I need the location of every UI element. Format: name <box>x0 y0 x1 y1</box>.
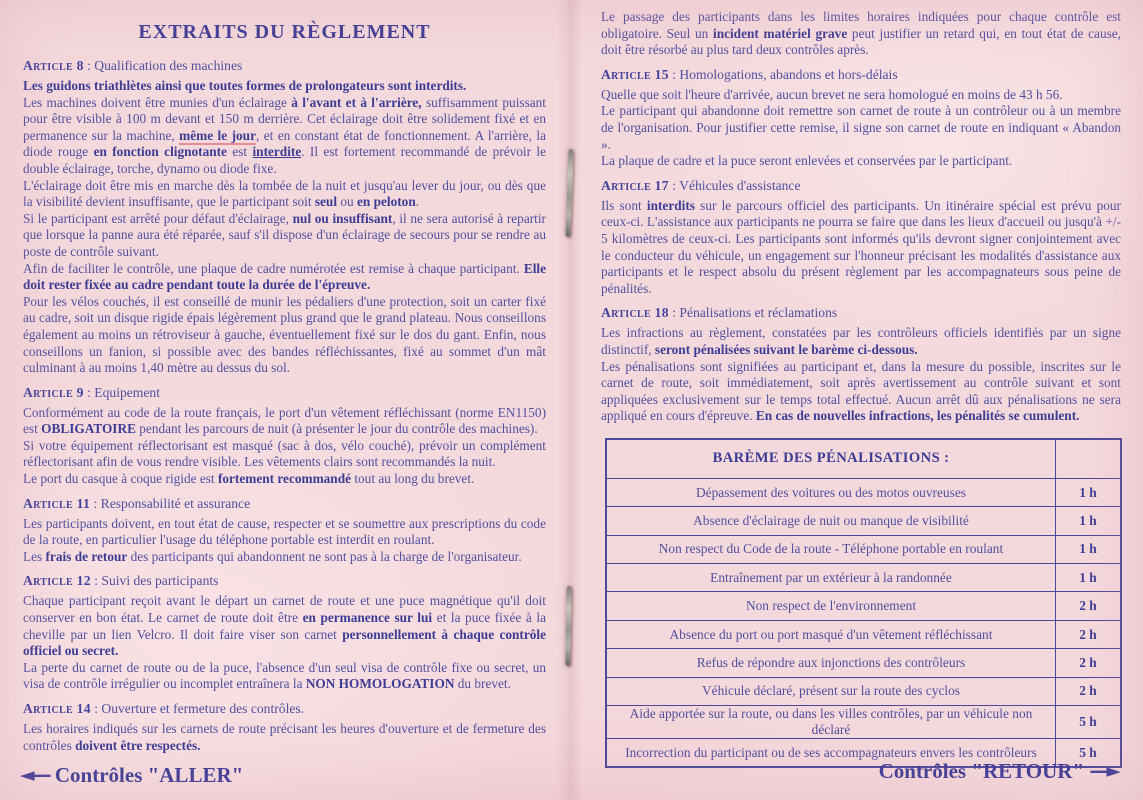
article-heading <box>601 67 1121 83</box>
penalty-row <box>606 564 1121 592</box>
penalty-table-empty-header-cell <box>1056 439 1122 479</box>
paragraph: Quelle que soit l'heure d'arrivée, aucun brevet ne sera homologué en moins de 43 h 56. <box>601 86 1063 102</box>
penalty-table-header-row <box>606 439 1121 479</box>
paragraph: La plaque de cadre et la puce seront enlevées et conservées par le participant. <box>601 153 1013 169</box>
controls-aller-footer <box>20 763 243 788</box>
staple-top-icon <box>565 149 573 237</box>
paragraph: Ils sont interdits sur le parcours officiel des participants. Un itinéraire spécial est prévu pour ceux-ci. L'assistance aux participants ne pourra se faire que dans les lieux d'accueil ou jusqu'à +/- 5 kilomètres de ceux-ci. Les participants sont informés qu'ils devront signer conjointement avec le conducteur du véhicule, un engagement sur l'honneur précisant les modalités d'assistance aux participants et le respect absolu du présent règlement par les accompagnateurs sous peine de pénalités. <box>601 197 1121 296</box>
controls-aller-label: Contrôles "ALLER" <box>54 763 244 787</box>
penalty-table-title: BARÈME DES PÉNALISATIONS : <box>606 439 1056 479</box>
penalty-infraction: Non respect de l'environnement <box>606 592 1056 620</box>
penalty-row <box>606 478 1121 506</box>
penalty-infraction: Non respect du Code de la route - Téléphone portable en roulant <box>606 535 1056 563</box>
paragraph: Si le participant est arrêté pour défaut d'éclairage, nul ou insuffisant, il ne sera autorisé à repartir que lorsque la panne aura été réparée, sauf s'il dispose d'un éclairage de secours pour se rendre au poste de contrôle suivant. <box>23 210 546 259</box>
paragraph: Les participants doivent, en tout état de cause, respecter et se soumettre aux prescriptions du code de la route, en particulier l'usage du téléphone portable est interdit en roulant. <box>23 515 546 548</box>
article-number: Article 14 <box>23 701 91 716</box>
staple-bottom-icon <box>565 586 571 666</box>
page-title: EXTRAITS DU RÈGLEMENT <box>138 21 431 43</box>
penalty-hours: 2 h <box>1056 649 1122 677</box>
penalty-hours: 2 h <box>1056 592 1122 620</box>
penalty-infraction: Absence du port ou port masqué d'un vêtement réfléchissant <box>606 620 1056 648</box>
penalty-row <box>606 535 1121 563</box>
paragraph: Les pénalisations sont signifiées au participant et, dans la mesure du possible, inscrites sur le carnet de route, soit immédiatement, soit après avertissement au contrôle suivant et sont appliquées exclusivement sur le temps total effectué. Aucun arrêt dû aux pénalisations ne sera appliqué en cours d'épreuve. En cas de nouvelles infractions, les pénalités se cumulent. <box>601 358 1121 424</box>
paragraph: L'éclairage doit être mis en marche dès la tombée de la nuit et jusqu'au lever du jour, ou dès que la visibilité devient insuffisante, que le participant soit seul ou en peloton. <box>23 177 546 210</box>
penalty-row <box>606 592 1121 620</box>
article-number: Article 9 <box>23 384 84 400</box>
article-number: Article 8 <box>23 58 84 73</box>
paragraph: La perte du carnet de route ou de la puce, l'absence d'un seul visa de contrôle fixe ou secret, un visa de contrôle irrégulier ou incomplet entraînera la NON HOMOLOGATION du brevet. <box>23 659 546 692</box>
article-number: Article 12 <box>23 573 91 589</box>
paragraph: Les frais de retour des participants qui abandonnent ne sont pas à la charge de l'organisateur. <box>23 548 522 564</box>
article-number: Article 17 <box>601 177 669 193</box>
right-articles <box>601 9 1121 425</box>
penalty-infraction: Véhicule déclaré, présent sur la route des cyclos <box>606 677 1056 705</box>
article-title: : Homologations, abandons et hors-délais <box>668 66 898 82</box>
article-title: : Equipement <box>83 384 160 400</box>
article-heading <box>23 58 546 74</box>
left-arrow-icon: ◄— <box>20 764 50 786</box>
right-column <box>601 9 1121 768</box>
article-title: : Pénalisations et réclamations <box>668 305 838 321</box>
article-title: : Qualification des machines <box>83 58 243 73</box>
paragraph: Le port du casque à coque rigide est fortement recommandé tout au long du brevet. <box>23 471 475 487</box>
paragraph: Afin de faciliter le contrôle, une plaque de cadre numérotée est remise à chaque participant. Elle doit rester fixée au cadre pendant toute la durée de l'épreuve. <box>23 260 546 293</box>
left-column <box>23 0 546 754</box>
left-articles <box>23 58 546 754</box>
penalty-infraction: Refus de répondre aux injonctions des contrôleurs <box>606 649 1056 677</box>
article-heading <box>601 305 1121 321</box>
penalty-hours: 5 h <box>1056 706 1122 739</box>
article-number: Article 11 <box>23 495 91 511</box>
penalty-hours: 1 h <box>1056 535 1122 563</box>
paragraph: Les infractions au règlement, constatées par les contrôleurs officiels identifiés par un signe distinctif, seront pénalisées suivant le barème ci-dessous. <box>601 325 1121 357</box>
penalty-row <box>606 706 1121 739</box>
penalty-hours: 1 h <box>1056 564 1122 592</box>
paragraph: Pour les vélos couchés, il est conseillé de munir les pédaliers d'une protection, soit un carter fixé au cadre, soit un disque rigide épais légèrement plus grand que le grand plateau. Nous conseillons également au moins un rétroviseur à gauche, éventuellement fixé sur le dos du gant. Enfin, nous conseillons un fanion, si possible avec des bandes réfléchissantes, fixé au sommet d'un mât culminant à au moins 1,40 mètre au dessus du sol. <box>23 293 546 376</box>
paragraph: Conformément au code de la route français, le port d'un vêtement réfléchissant (norme EN1150) est OBLIGATOIRE pendant les parcours de nuit (à présenter le jour du contrôle des machines). <box>23 404 546 437</box>
penalty-infraction: Absence d'éclairage de nuit ou manque de visibilité <box>606 507 1056 535</box>
article-number: Article 18 <box>601 305 669 321</box>
paragraph: Les machines doivent être munies d'un éclairage à l'avant et à l'arrière, suffisamment puissant pour être visible à 100 m devant et 150 m derrière. Cet éclairage doit être solidement fixé et en permanence sur la machine, même le jour, et en constant état de fonctionnement. A l'arrière, la diode rouge en fonction clignotante est interdite. Il est fortement recommandé de prévoir le double éclairage, torche, dynamo ou diode fixe. <box>23 94 546 176</box>
penalty-hours: 1 h <box>1056 507 1122 535</box>
article-title: : Ouverture et fermeture des contrôles. <box>90 701 305 716</box>
article-number: Article 15 <box>601 66 669 82</box>
penalty-infraction: Entraînement par un extérieur à la randonnée <box>606 564 1056 592</box>
article-heading <box>23 385 546 401</box>
center-fold <box>556 0 582 800</box>
penalty-row <box>606 677 1121 705</box>
penalty-hours: 2 h <box>1056 677 1122 705</box>
paragraph: Les horaires indiqués sur les carnets de route précisant les heures d'ouverture et de fermeture des contrôles doivent être respectés. <box>23 721 546 753</box>
penalty-hours: 2 h <box>1056 620 1122 648</box>
article-heading <box>601 178 1121 194</box>
article-heading <box>23 573 546 589</box>
article-heading <box>23 496 546 512</box>
penalty-row <box>606 507 1121 535</box>
penalty-row <box>606 620 1121 648</box>
controls-retour-footer <box>879 759 1119 784</box>
paragraph: Les guidons triathlètes ainsi que toutes formes de prolongateurs sont interdits. <box>23 78 467 93</box>
article-title: : Véhicules d'assistance <box>668 177 801 193</box>
penalty-hours: 5 h <box>1056 739 1122 768</box>
paragraph: Si votre équipement réflectorisant est masqué (sac à dos, vélo couché), prévoir un complément réflectorisant afin de vous rendre visible. Les vêtements clairs sont recommandés la nuit. <box>23 437 546 470</box>
penalty-row <box>606 649 1121 677</box>
article-title: : Responsabilité et assurance <box>90 495 251 511</box>
right-arrow-icon: —► <box>1089 760 1119 782</box>
penalty-infraction: Aide apportée sur la route, ou dans les villes contrôles, par un véhicule non déclaré <box>606 706 1056 739</box>
paragraph: Le participant qui abandonne doit remettre son carnet de route à un contrôleur ou à un membre de l'organisation. Pour justifier cette remise, il signe son carnet de route en indiquant « Abandon ». <box>601 103 1121 152</box>
article-heading <box>23 701 546 717</box>
paragraph: Chaque participant reçoit avant le départ un carnet de route et une puce magnétique qu'il doit conserver en bon état. Le carnet de route doit être en permanence sur lui et la puce fixée à la cheville par un lien Velcro. Il doit faire viser son carnet personnellement à chaque contrôle officiel ou secret. <box>23 593 547 659</box>
penalty-table <box>605 438 1122 769</box>
article-title: : Suivi des participants <box>90 573 219 589</box>
penalty-infraction: Dépassement des voitures ou des motos ouvreuses <box>606 478 1056 506</box>
paragraph: Le passage des participants dans les limites horaires indiquées pour chaque contrôle est obligatoire. Seul un incident matériel grave peut justifier un retard qui, en tout état de cause, doit être résorbé au plus tard deux contrôles après. <box>601 9 1121 58</box>
controls-retour-label: Contrôles "RETOUR" <box>878 759 1085 783</box>
penalty-table-body <box>606 478 1121 767</box>
penalty-hours: 1 h <box>1056 478 1122 506</box>
penalty-infraction: Incorrection du participant ou de ses accompagnateurs envers les contrôleurs <box>606 739 1056 768</box>
